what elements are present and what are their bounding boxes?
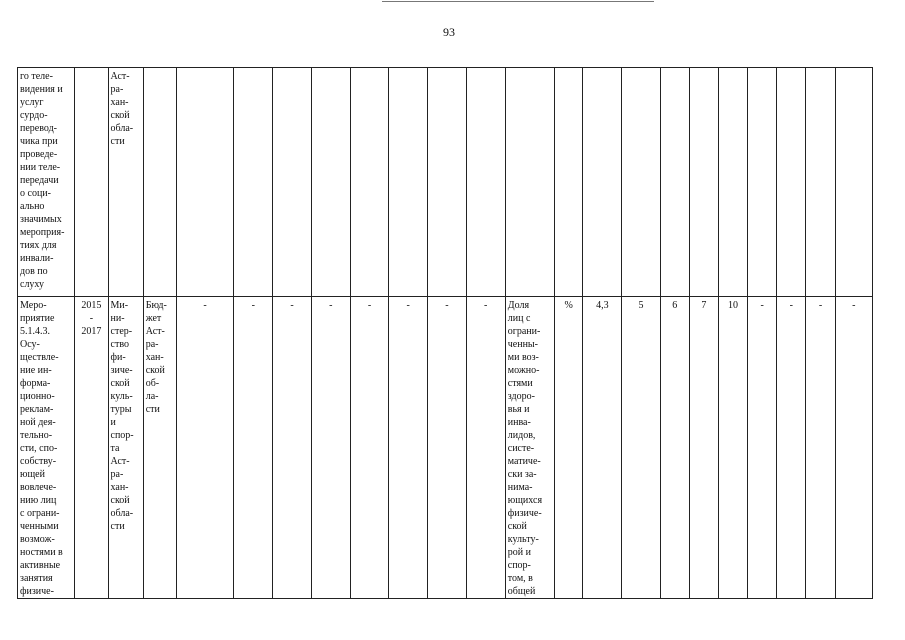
table-cell: го теле- видения и услуг сурдо- перевод- чика при проведе- нии теле- передачи о соци- ально значимых мероприя- тиях для инвали- дов по слуху (18, 68, 75, 297)
table-cell: - (311, 297, 350, 599)
table-cell (466, 68, 505, 297)
table-cell: - (806, 297, 835, 599)
table-cell (689, 68, 718, 297)
table-cell (311, 68, 350, 297)
table-cell: Доля лиц с ограни- ченны- ми воз- можно- стями здоро- вья и инва- лидов, систе- матиче- ски за- нима- ющихся физиче- ской культу- рой и спор- том, в общей (505, 297, 554, 599)
table-cell: 2015 - 2017 (75, 297, 108, 599)
table-cell: 5 (622, 297, 660, 599)
table-cell (555, 68, 583, 297)
table-cell (748, 68, 777, 297)
table-cell: 10 (718, 297, 747, 599)
table-cell (622, 68, 660, 297)
table-cell (505, 68, 554, 297)
table-cell (350, 68, 388, 297)
table-cell (389, 68, 428, 297)
table-cell (777, 68, 806, 297)
table-cell (583, 68, 622, 297)
table-cell: - (389, 297, 428, 599)
table-cell: - (234, 297, 273, 599)
program-table (17, 67, 873, 599)
page-number: 93 (443, 25, 455, 39)
table-cell (143, 68, 176, 297)
table-cell: 6 (660, 297, 689, 599)
table-cell: - (748, 297, 777, 599)
table-cell: Бюд- жет Аст- ра- хан- ской об- ла- сти (143, 297, 176, 599)
table-cell (718, 68, 747, 297)
table-cell: Аст- ра- хан- ской обла- сти (108, 68, 143, 297)
table-cell: Меро- приятие 5.1.4.3. Осу- ществле- ние ин- форма- ционно- реклам- ной дея- тельно- сти, спо- собству- ющей вовлече- нию лиц с ограни- ченными возмож- ностями в активные занятия физиче- (18, 297, 75, 599)
table-cell (428, 68, 466, 297)
table-row (18, 68, 873, 297)
table-cell (660, 68, 689, 297)
table-cell (835, 68, 872, 297)
table-cell (806, 68, 835, 297)
table-cell: 4,3 (583, 297, 622, 599)
table-cell: - (176, 297, 233, 599)
table-cell: 7 (689, 297, 718, 599)
table-cell: - (350, 297, 388, 599)
table-cell (176, 68, 233, 297)
table-cell (75, 68, 108, 297)
table-cell: % (555, 297, 583, 599)
table-cell (234, 68, 273, 297)
table-cell: - (428, 297, 466, 599)
table-cell: - (273, 297, 311, 599)
table-cell (273, 68, 311, 297)
top-rule (382, 1, 654, 2)
table-row (18, 297, 873, 599)
table-cell: - (777, 297, 806, 599)
table-cell: - (835, 297, 872, 599)
table-cell: - (466, 297, 505, 599)
table-cell: Ми- ни- стер- ство фи- зиче- ской куль- туры и спор- та Аст- ра- хан- ской обла- сти (108, 297, 143, 599)
